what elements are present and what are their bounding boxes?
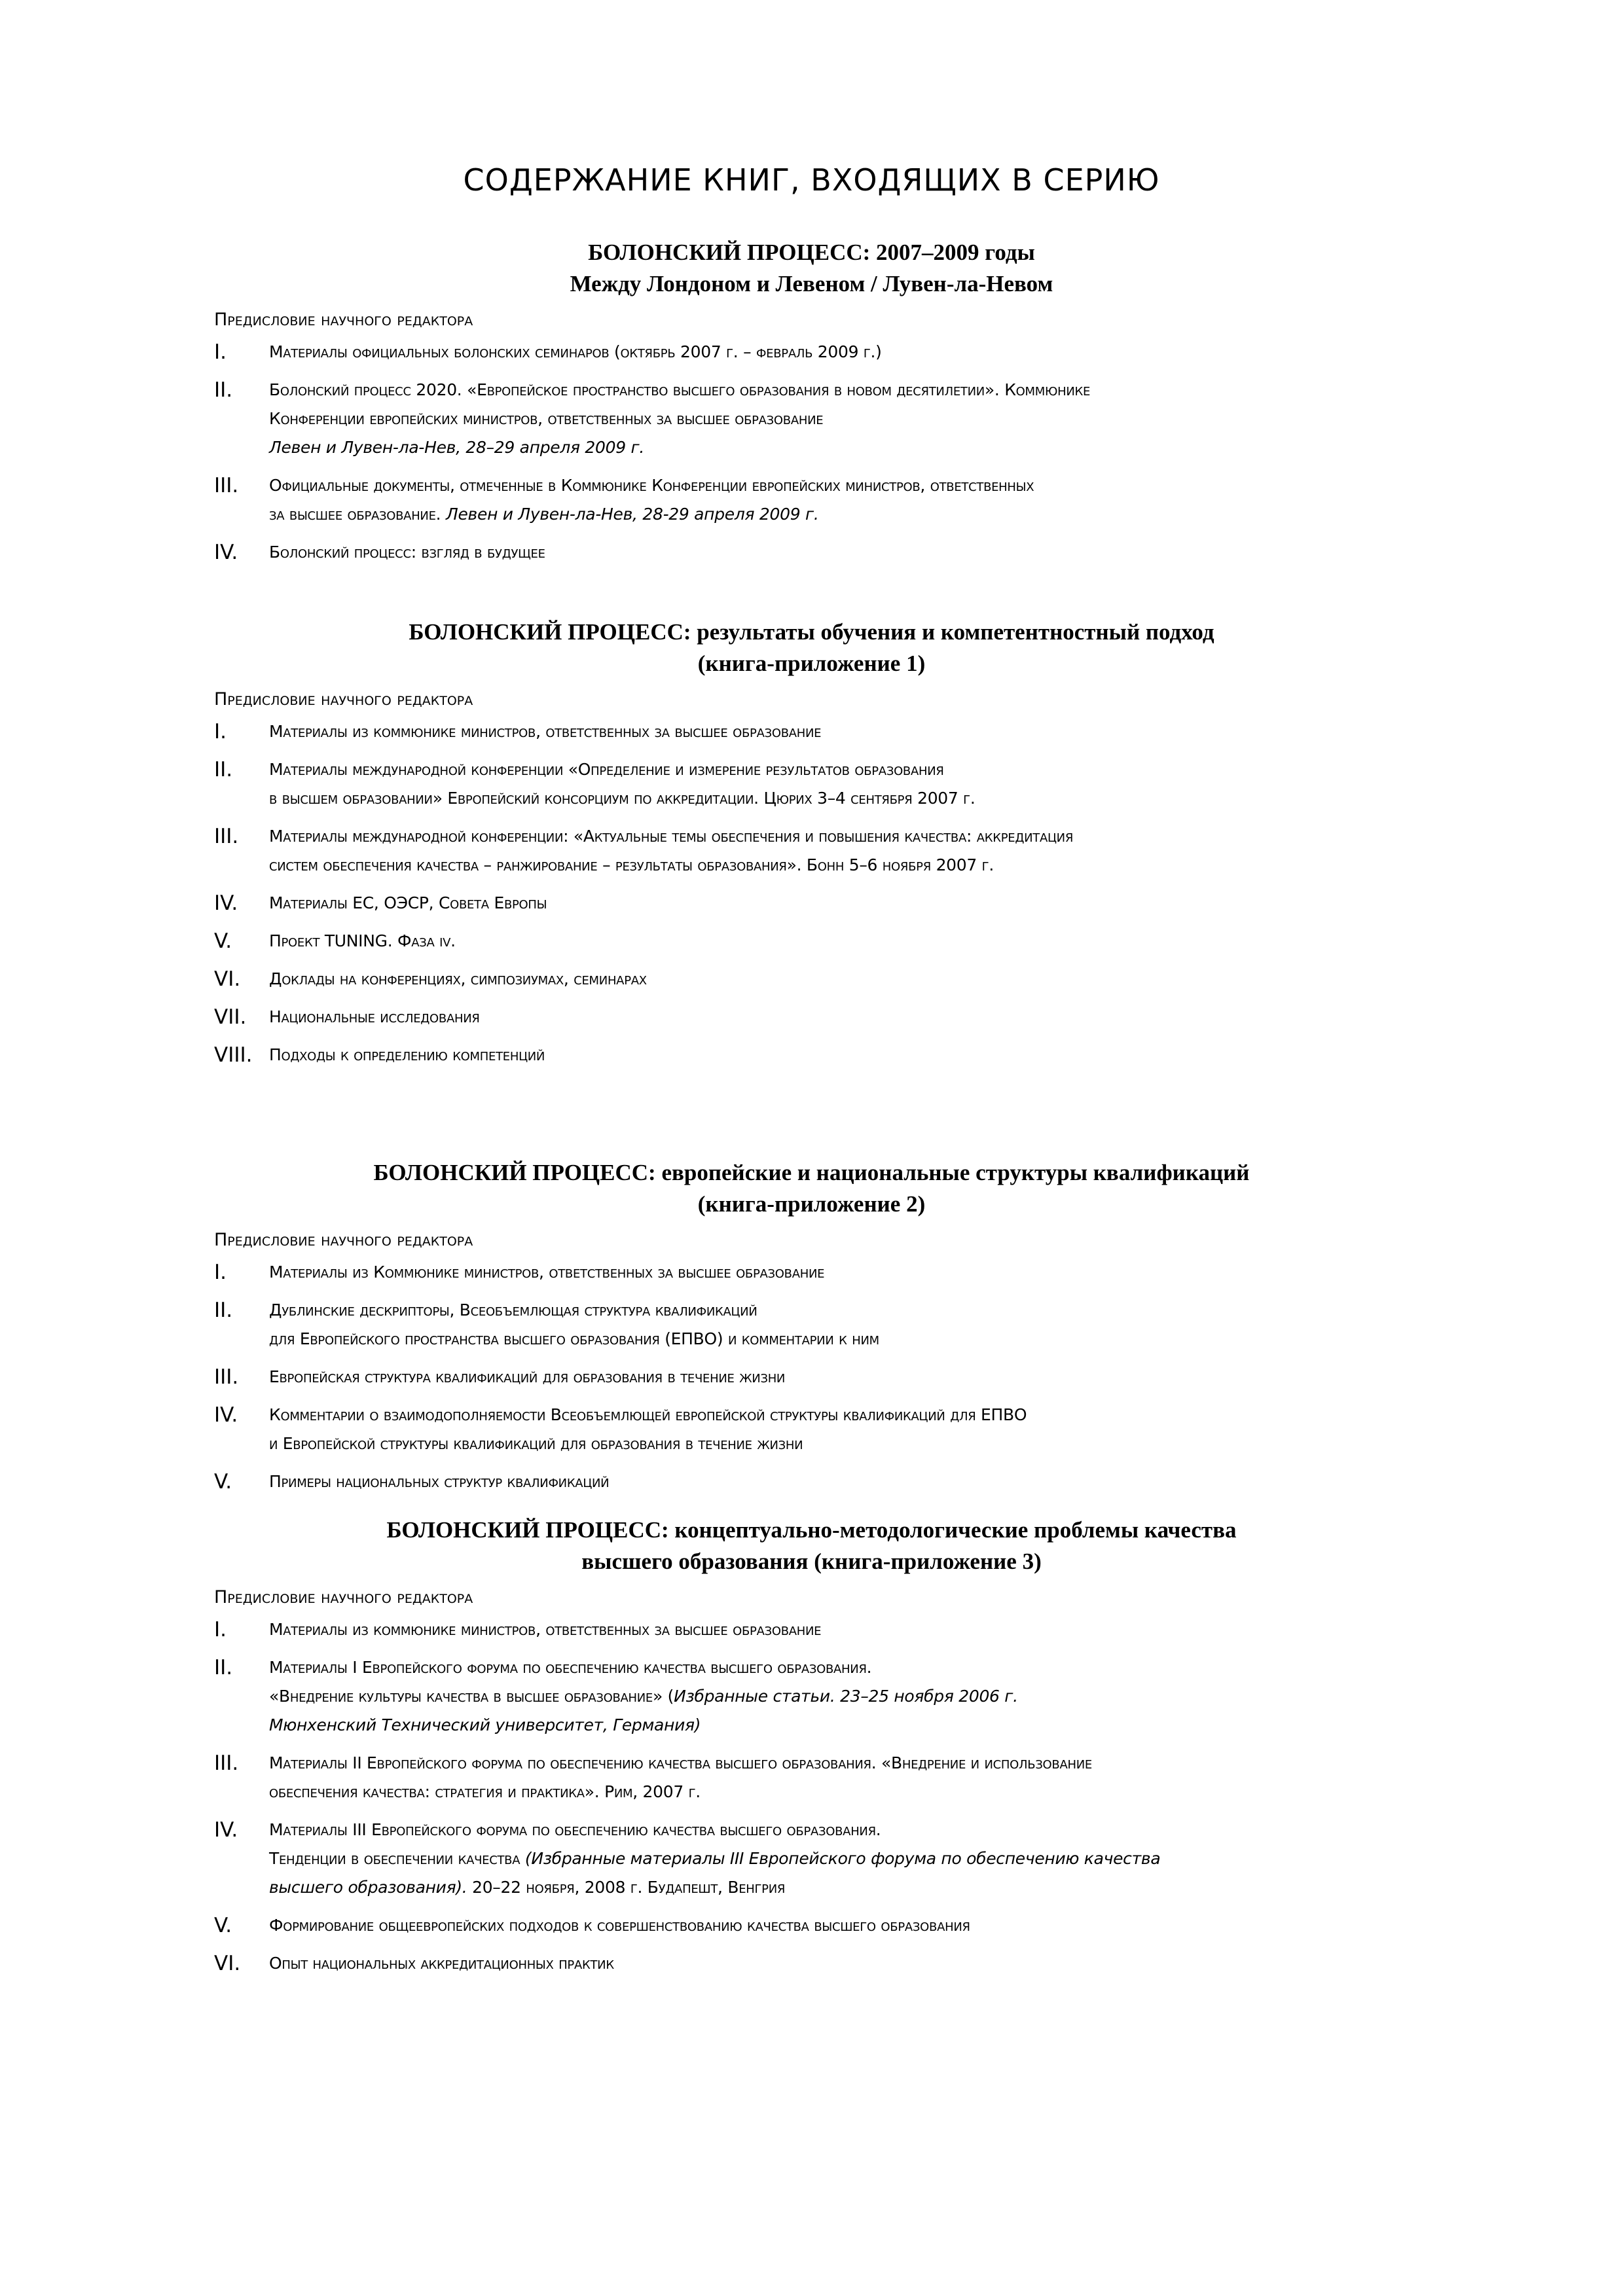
preface-label: Предисловие научного редактора [214,689,473,709]
chapter-text [269,1816,1393,1902]
chapter-text-line [269,1467,1393,1496]
book-title-line: БОЛОНСКИЙ ПРОЦЕСС: европейские и национальные структуры квалификаций [373,1160,1250,1185]
text-segment: Опыт национальных аккредитационных практик [269,1954,614,1973]
chapter-text [269,376,1393,462]
chapter-item [214,889,1393,918]
text-segment: Национальные исследования [269,1007,480,1026]
text-segment: Комментарии о взаимодополняемости Всеобъемлющей европейской структуры квалификаций для ЕПВО [269,1405,1027,1424]
chapter-text-line [269,1844,1393,1873]
text-segment: Болонский процесс: взгляд в будущее [269,543,545,562]
text-segment: Дублинские дескрипторы, Всеобъемлющая структура квалификаций [269,1300,757,1319]
chapter-number: VII. [214,1005,247,1029]
chapter-text-line [269,851,1393,880]
text-segment: Материалы II Европейского форума по обеспечению качества высшего образования. «Внедрение и использование [269,1753,1092,1772]
chapter-text-line [269,376,1393,404]
text-segment: Материалы международной конференции: «Актуальные темы обеспечения и повышения качества: аккредитация [269,827,1074,846]
chapter-number: V. [214,929,232,953]
book-section-3 [0,1157,1623,1505]
chapter-number: II. [214,1656,233,1679]
chapter-item [214,755,1393,813]
chapter-number: V. [214,1914,232,1937]
book-title-line: БОЛОНСКИЙ ПРОЦЕСС: концептуально-методологические проблемы качества [386,1517,1237,1543]
text-segment: Проект TUNING. Фаза iv. [269,931,456,950]
preface-label: Предисловие научного редактора [214,1587,473,1607]
chapter-number: II. [214,378,233,402]
chapter-text-line [269,1778,1393,1806]
text-segment: Тенденции в обеспечении качества [269,1849,525,1868]
chapter-list [0,1258,1623,1496]
chapter-list [0,1615,1623,1978]
chapter-text [269,755,1393,813]
book-title-line: (книга-приложение 2) [697,1191,926,1217]
book-section-2 [0,617,1623,1079]
chapter-text [269,1401,1393,1458]
chapter-text [269,1363,1393,1391]
text-segment: Доклады на конференциях, симпозиумах, семинарах [269,969,647,988]
text-segment: в высшем образовании» Европейский консорциум по аккредитации. Цюрих 3–4 сентября 2007 г. [269,789,976,808]
chapter-item [214,471,1393,529]
chapter-text-line [269,1911,1393,1940]
book-title-line: БОЛОНСКИЙ ПРОЦЕСС: 2007–2009 годы [588,240,1035,265]
chapter-text-line [269,1949,1393,1978]
chapter-text-line [269,889,1393,918]
chapter-text [269,1041,1393,1069]
chapter-text-line [269,1653,1393,1682]
book-title-line: БОЛОНСКИЙ ПРОЦЕСС: результаты обучения и компетентностный подход [409,619,1214,645]
chapter-text-line [269,755,1393,784]
preface-label: Предисловие научного редактора [214,1230,473,1250]
text-segment: Болонский процесс 2020. «Европейское пространство высшего образования в новом десятилетии». Коммюнике [269,380,1091,399]
chapter-text-line [269,1401,1393,1429]
chapter-text [269,1749,1393,1806]
chapter-item [214,1258,1393,1287]
chapter-item [214,965,1393,994]
book-title [0,237,1623,300]
chapter-text-line [269,1325,1393,1354]
chapter-item [214,1911,1393,1940]
chapter-number: II. [214,1299,233,1322]
book-section-4 [0,1515,1623,1987]
text-segment: Официальные документы, отмеченные в Коммюнике Конференции европейских министров, ответственных [269,476,1034,495]
chapter-item [214,1615,1393,1644]
chapter-text-line [269,1363,1393,1391]
text-segment: Примеры национальных структур квалификаций [269,1472,610,1491]
chapter-text [269,822,1393,880]
chapter-text [269,1653,1393,1740]
chapter-text [269,538,1393,567]
chapter-item [214,1467,1393,1496]
text-segment: «Внедрение культуры качества в высшее образование» ( [269,1687,674,1706]
chapter-item [214,1296,1393,1354]
text-segment: Материалы III Европейского форума по обеспечению качества высшего образования. [269,1820,881,1839]
text-segment: Формирование общеевропейских подходов к совершенствованию качества высшего образования [269,1916,970,1935]
chapter-text [269,889,1393,918]
chapter-number: III. [214,474,239,497]
chapter-text [269,1467,1393,1496]
text-segment: 20–22 ноября, 2008 г. Будапешт, Венгрия [467,1878,786,1897]
preface-label: Предисловие научного редактора [214,310,473,330]
chapter-number: IV. [214,1818,238,1842]
chapter-text [269,717,1393,746]
chapter-text-line [269,784,1393,813]
chapter-text-line [269,1258,1393,1287]
chapter-number: IV. [214,1403,238,1427]
chapter-item [214,822,1393,880]
text-segment: Материалы ЕС, ОЭСР, Совета Европы [269,893,547,912]
italic-segment: Левен и Лувен-ла-Нев, 28–29 апреля 2009 г. [269,438,644,457]
chapter-text-line [269,1682,1393,1711]
chapter-item [214,1041,1393,1069]
chapter-text-line [269,1003,1393,1031]
text-segment: Материалы из коммюнике министров, ответственных за высшее образование [269,722,822,741]
chapter-item [214,1401,1393,1458]
chapter-item [214,927,1393,956]
book-title-line: Между Лондоном и Левеном / Лувен-ла-Невом [570,271,1053,296]
chapter-item [214,1653,1393,1740]
text-segment: Конференции европейских министров, ответственных за высшее образование [269,409,824,428]
text-segment: обеспечения качества: стратегия и практика». Рим, 2007 г. [269,1782,701,1801]
chapter-text [269,1258,1393,1287]
chapter-item [214,1003,1393,1031]
document-title: СОДЕРЖАНИЕ КНИГ, ВХОДЯЩИХ В СЕРИЮ [463,162,1160,198]
chapter-text-line [269,1041,1393,1069]
chapter-item [214,1363,1393,1391]
text-segment: Материалы I Европейского форума по обеспечению качества высшего образования. [269,1658,872,1677]
chapter-text-line [269,1711,1393,1740]
chapter-number: III. [214,1365,239,1389]
text-segment: Подходы к определению компетенций [269,1045,545,1064]
chapter-text-line [269,965,1393,994]
chapter-item [214,1749,1393,1806]
chapter-item [214,1949,1393,1978]
chapter-number: I. [214,340,227,364]
chapter-number: VI. [214,1952,241,1975]
chapter-text [269,927,1393,956]
chapter-number: IV. [214,541,238,564]
chapter-text-line [269,1816,1393,1844]
chapter-text-line [269,500,1393,529]
chapter-text [269,965,1393,994]
chapter-text-line [269,1429,1393,1458]
chapter-text-line [269,404,1393,433]
chapter-item [214,376,1393,462]
book-title-line: высшего образования (книга-приложение 3) [581,1549,1042,1574]
chapter-number: I. [214,1261,227,1284]
chapter-text-line [269,1296,1393,1325]
chapter-text-line [269,338,1393,367]
book-title-line: (книга-приложение 1) [697,651,926,676]
chapter-item [214,717,1393,746]
text-segment: Материалы международной конференции «Определение и измерение результатов образования [269,760,944,779]
chapter-text [269,1949,1393,1978]
chapter-text [269,471,1393,529]
chapter-text [269,1003,1393,1031]
chapter-number: II. [214,758,233,781]
text-segment: систем обеспечения качества – ранжирование – результаты образования». Бонн 5–6 ноября 2007 г. [269,855,994,874]
chapter-text [269,1615,1393,1644]
book-title [0,1157,1623,1220]
chapter-item [214,538,1393,567]
text-segment: Материалы официальных болонских семинаров (октябрь 2007 г. – февраль 2009 г.) [269,342,882,361]
chapter-text-line [269,1873,1393,1902]
italic-segment: Левен и Лувен-ла-Нев, 28-29 апреля 2009 г. [445,505,819,524]
chapter-text-line [269,717,1393,746]
chapter-number: V. [214,1470,232,1494]
chapter-text-line [269,471,1393,500]
chapter-number: I. [214,720,227,744]
italic-segment: Мюнхенский Технический университет, Германия) [269,1715,701,1734]
chapter-text-line [269,927,1393,956]
chapter-list [0,338,1623,567]
chapter-number: IV. [214,891,238,915]
text-segment: за высшее образование. [269,505,446,524]
chapter-text-line [269,1749,1393,1778]
chapter-text [269,1911,1393,1940]
italic-segment: (Избранные материалы III Европейского форума по обеспечению качества [524,1849,1161,1868]
text-segment: Материалы из Коммюнике министров, ответственных за высшее образование [269,1263,825,1282]
chapter-text-line [269,822,1393,851]
chapter-number: VI. [214,967,241,991]
chapter-text-line [269,1615,1393,1644]
book-title [0,1515,1623,1577]
text-segment: и Европейской структуры квалификаций для образования в течение жизни [269,1434,803,1453]
italic-segment: Избранные статьи. 23–25 ноября 2006 г. [674,1687,1018,1706]
chapter-list [0,717,1623,1069]
text-segment: Европейская структура квалификаций для образования в течение жизни [269,1367,786,1386]
chapter-number: III. [214,1751,239,1775]
chapter-text-line [269,433,1393,462]
chapter-number: I. [214,1618,227,1641]
chapter-item [214,338,1393,367]
book-section-1 [0,237,1623,576]
book-title [0,617,1623,679]
chapter-text-line [269,538,1393,567]
text-segment: Материалы из коммюнике министров, ответственных за высшее образование [269,1620,822,1639]
chapter-item [214,1816,1393,1902]
chapter-text [269,1296,1393,1354]
chapter-number: III. [214,825,239,848]
chapter-text [269,338,1393,367]
italic-segment: высшего образования). [269,1878,467,1897]
text-segment: для Европейского пространства высшего образования (ЕПВО) и комментарии к ним [269,1329,879,1348]
chapter-number: VIII. [214,1043,253,1067]
